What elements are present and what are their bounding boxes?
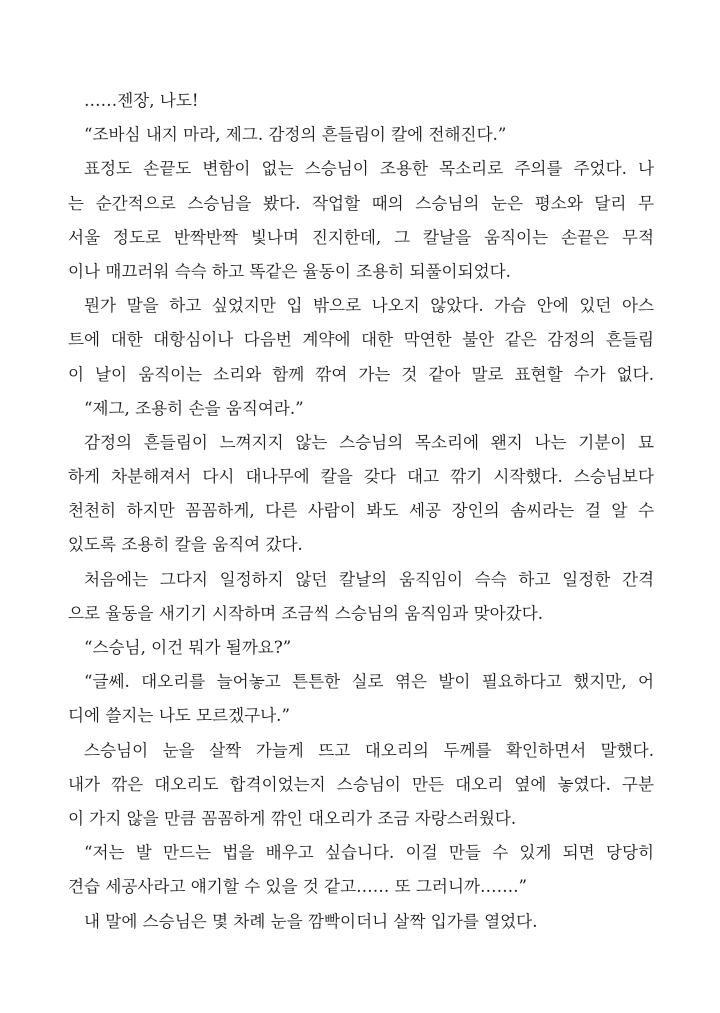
text-line: “스승님, 이건 뭐가 될까요?” xyxy=(84,638,292,657)
text-line: 서울 정도로 반짝반짝 빛나며 진지한데, 그 칼날을 움직이는 손끝은 무적 xyxy=(68,227,654,247)
page-body-text xyxy=(68,84,654,939)
text-line: 디에 쓸지는 나도 모르겠구나.” xyxy=(68,706,290,726)
text-line: 감정의 흔들림이 느껴지지 않는 스승님의 목소리에 왠지 나는 기분이 묘 xyxy=(84,432,654,452)
text-line: 으로 율동을 새기기 시작하며 조금씩 스승님의 움직임과 맞아갔다. xyxy=(68,603,543,623)
text-line: ……젠장, 나도! xyxy=(84,91,199,110)
text-line: 내가 깎은 대오리도 합격이었는지 스승님이 만든 대오리 옆에 놓였다. 구분 xyxy=(68,774,654,794)
text-line: 이 날이 움직이는 소리와 함께 깎여 가는 것 같아 말로 표현할 수가 없다. xyxy=(68,364,654,384)
text-line: 스승님이 눈을 살짝 가늘게 뜨고 대오리의 두께를 확인하면서 말했다. xyxy=(84,740,654,760)
text-line: 표정도 손끝도 변함이 없는 스승님이 조용한 목소리로 주의를 주었다. 나 xyxy=(84,159,654,179)
text-line: 천천히 하지만 꼼꼼하게, 다른 사람이 봐도 세공 장인의 솜씨라는 걸 알 수 xyxy=(68,501,654,521)
text-line: 있도록 조용히 칼을 움직여 갔다. xyxy=(68,535,303,555)
text-line: “제그, 조용히 손을 움직여라.” xyxy=(84,398,304,418)
text-line: 내 말에 스승님은 몇 차례 눈을 깜빡이더니 살짝 입가를 열었다. xyxy=(84,911,538,931)
text-line: 견습 세공사라고 얘기할 수 있을 것 같고…… 또 그러니까…….” xyxy=(68,877,527,897)
text-line: 이 가지 않을 만큼 꼼꼼하게 깎인 대오리가 조금 자랑스러웠다. xyxy=(68,808,517,828)
text-line: 하게 차분해져서 다시 대나무에 칼을 갖다 대고 깎기 시작했다. 스승님보다 xyxy=(68,467,654,487)
text-line: 는 순간적으로 스승님을 봤다. 작업할 때의 스승님의 눈은 평소와 달리 무 xyxy=(68,193,654,213)
text-line: 이나 매끄러워 슥슥 하고 똑같은 율동이 조용히 되풀이되었다. xyxy=(68,261,511,281)
text-line: 뭔가 말을 하고 싶었지만 입 밖으로 나오지 않았다. 가슴 안에 있던 아스 xyxy=(84,296,654,316)
text-line: 처음에는 그다지 일정하지 않던 칼날의 움직임이 슥슥 하고 일정한 간격 xyxy=(84,569,654,589)
text-line: 트에 대한 대항심이나 다음번 계약에 대한 막연한 불안 같은 감정의 흔들림 xyxy=(68,330,654,350)
text-line: “조바심 내지 마라, 제그. 감정의 흔들림이 칼에 전해진다.” xyxy=(84,125,507,145)
text-line: “저는 발 만드는 법을 배우고 싶습니다. 이걸 만들 수 있게 되면 당당히 xyxy=(84,843,654,863)
text-line: “글쎄. 대오리를 늘어놓고 튼튼한 실로 엮은 발이 필요하다고 했지만, 어 xyxy=(84,672,654,692)
